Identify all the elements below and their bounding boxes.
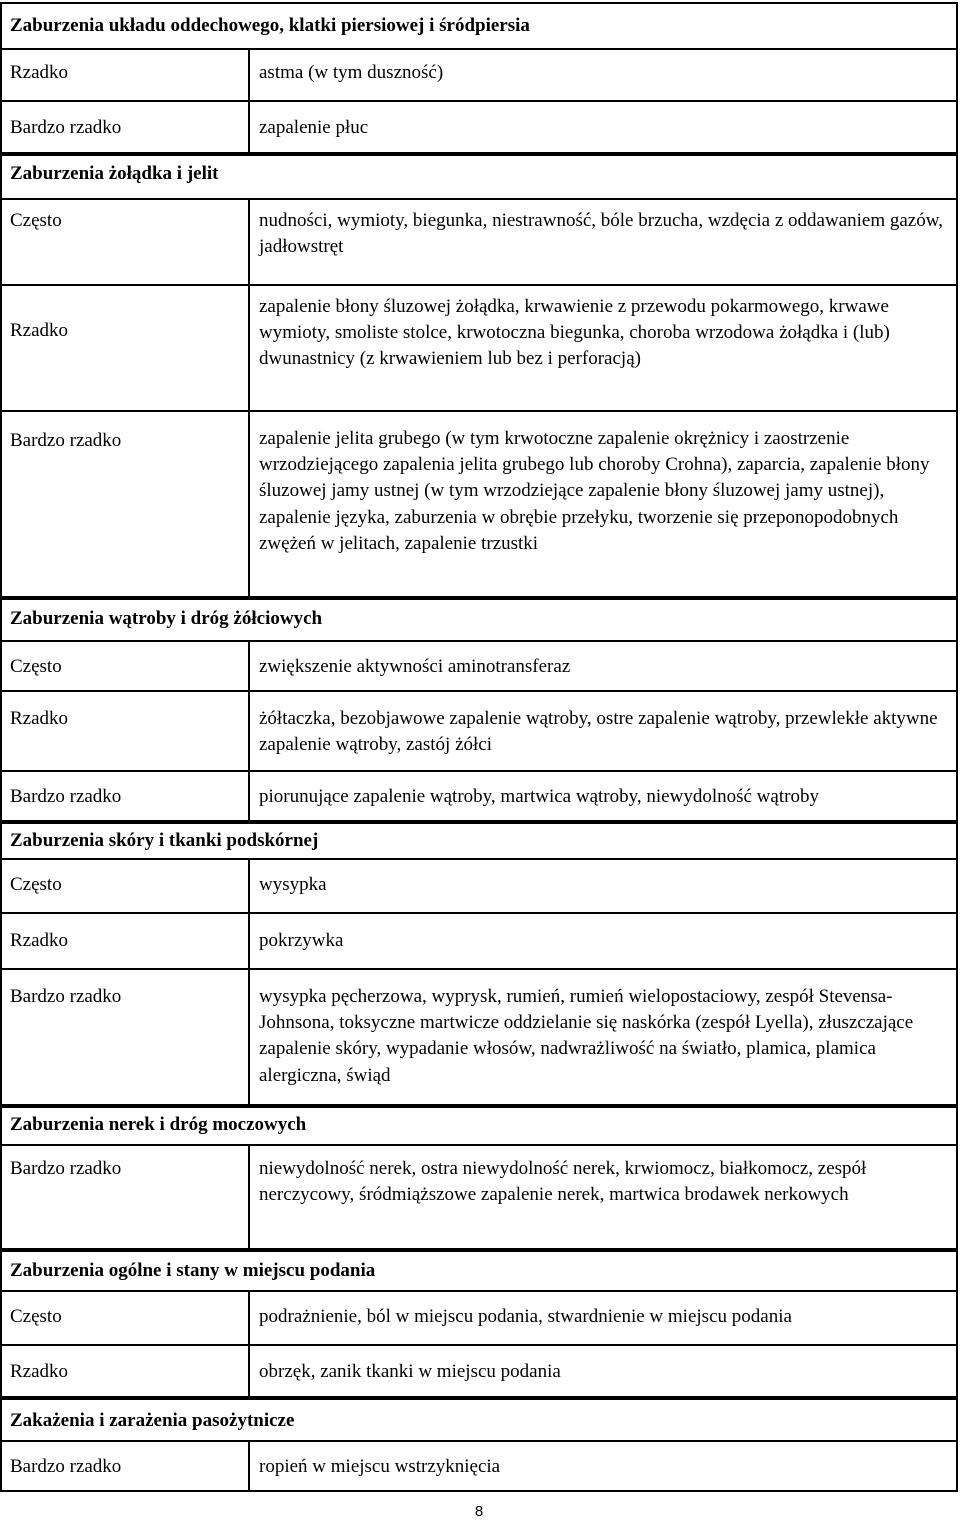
section-header [0,1106,958,1146]
table-row [0,692,958,772]
frequency-label: Bardzo rzadko [10,117,122,138]
table-row [0,200,958,286]
effect-description: nudności, wymioty, biegunka, niestrawność, bóle brzucha, wzdęcia z oddawaniem gazów, jadłowstręt [259,210,943,258]
effect-description: obrzęk, zanik tkanki w miejscu podania [259,1361,561,1382]
section-header [0,1398,958,1442]
table-row [0,286,958,412]
effect-description: podrażnienie, ból w miejscu podania, stwardnienie w miejscu podania [259,1306,792,1327]
table-row [0,412,958,598]
frequency-label: Rzadko [10,708,69,729]
section-header [0,2,958,50]
section-title: Zaburzenia żołądka i jelit [10,163,219,184]
section-header [0,154,958,200]
frequency-label: Bardzo rzadko [10,1158,122,1179]
effect-description: zwiększenie aktywności aminotransferaz [259,656,571,677]
effect-description: zapalenie błony śluzowej żołądka, krwawienie z przewodu pokarmowego, krwawe wymioty, smoliste stolce, krwotoczna biegunka, choroba wrzodowa żołądka i (lub) dwunastnicy (z krwawieniem lub bez i perforacją) [259,296,890,370]
effect-description: zapalenie jelita grubego (w tym krwotoczne zapalenie okrężnicy i zaostrzenie wrzodziejącego zapalenia jelita grubego lub choroby Crohna), zaparcia, zapalenie błony śluzowej jamy ustnej (w tym wrzodziejące zapalenie błony śluzowej jamy ustnej), zapalenie języka, zaburzenia w obrębie przełyku, tworzenie się przeponopodobnych zwężeń w jelitach, zapalenie trzustki [259,428,930,554]
frequency-label: Bardzo rzadko [10,430,122,451]
effect-description: wysypka [259,874,327,895]
section-title: Zaburzenia skóry i tkanki podskórnej [10,830,319,851]
table-row [0,914,958,970]
effect-description: ropień w miejscu wstrzyknięcia [259,1456,501,1477]
frequency-label: Często [10,1306,62,1327]
frequency-label: Rzadko [10,62,69,83]
table-row [0,1292,958,1346]
effect-description: pokrzywka [259,930,344,951]
section-header [0,598,958,642]
frequency-label: Często [10,874,62,895]
effect-description: zapalenie płuc [259,117,369,138]
frequency-label: Rzadko [10,930,69,951]
frequency-label: Rzadko [10,1361,69,1382]
frequency-label: Bardzo rzadko [10,1456,122,1477]
effect-description: niewydolność nerek, ostra niewydolność nerek, krwiomocz, białkomocz, zespół nerczycowy, śródmiąższowe zapalenie nerek, martwica brodawek nerkowych [259,1158,867,1206]
page-number: 8 [474,1503,484,1520]
table-row [0,1442,958,1492]
section-title: Zakażenia i zarażenia pasożytnicze [10,1410,295,1431]
frequency-label: Często [10,210,62,231]
frequency-label: Bardzo rzadko [10,986,122,1007]
frequency-label: Często [10,656,62,677]
table-row [0,50,958,102]
table-row [0,642,958,692]
section-title: Zaburzenia układu oddechowego, klatki piersiowej i śródpiersia [10,15,530,36]
section-title: Zaburzenia nerek i dróg moczowych [10,1114,307,1135]
effect-description: wysypka pęcherzowa, wyprysk, rumień, rumień wielopostaciowy, zespół Stevensa-Johnsona, toksyczne martwicze oddzielanie się naskórka (zespół Lyella), złuszczające zapalenie skóry, wypadanie włosów, nadwrażliwość na światło, plamica, plamica alergiczna, świąd [259,986,914,1086]
frequency-label: Rzadko [10,320,69,341]
section-title: Zaburzenia wątroby i dróg żółciowych [10,608,323,629]
section-header [0,1250,958,1292]
table-row [0,772,958,822]
table-row [0,860,958,914]
table-row [0,1146,958,1250]
table-row [0,1346,958,1398]
effect-description: piorunujące zapalenie wątroby, martwica wątroby, niewydolność wątroby [259,786,819,807]
table-row [0,102,958,154]
effect-description: żółtaczka, bezobjawowe zapalenie wątroby, ostre zapalenie wątroby, przewlekłe aktywne zapalenie wątroby, zastój żółci [259,708,938,756]
frequency-label: Bardzo rzadko [10,786,122,807]
table-row [0,970,958,1106]
section-header [0,822,958,860]
section-title: Zaburzenia ogólne i stany w miejscu podania [10,1260,376,1281]
effect-description: astma (w tym duszność) [259,62,444,83]
